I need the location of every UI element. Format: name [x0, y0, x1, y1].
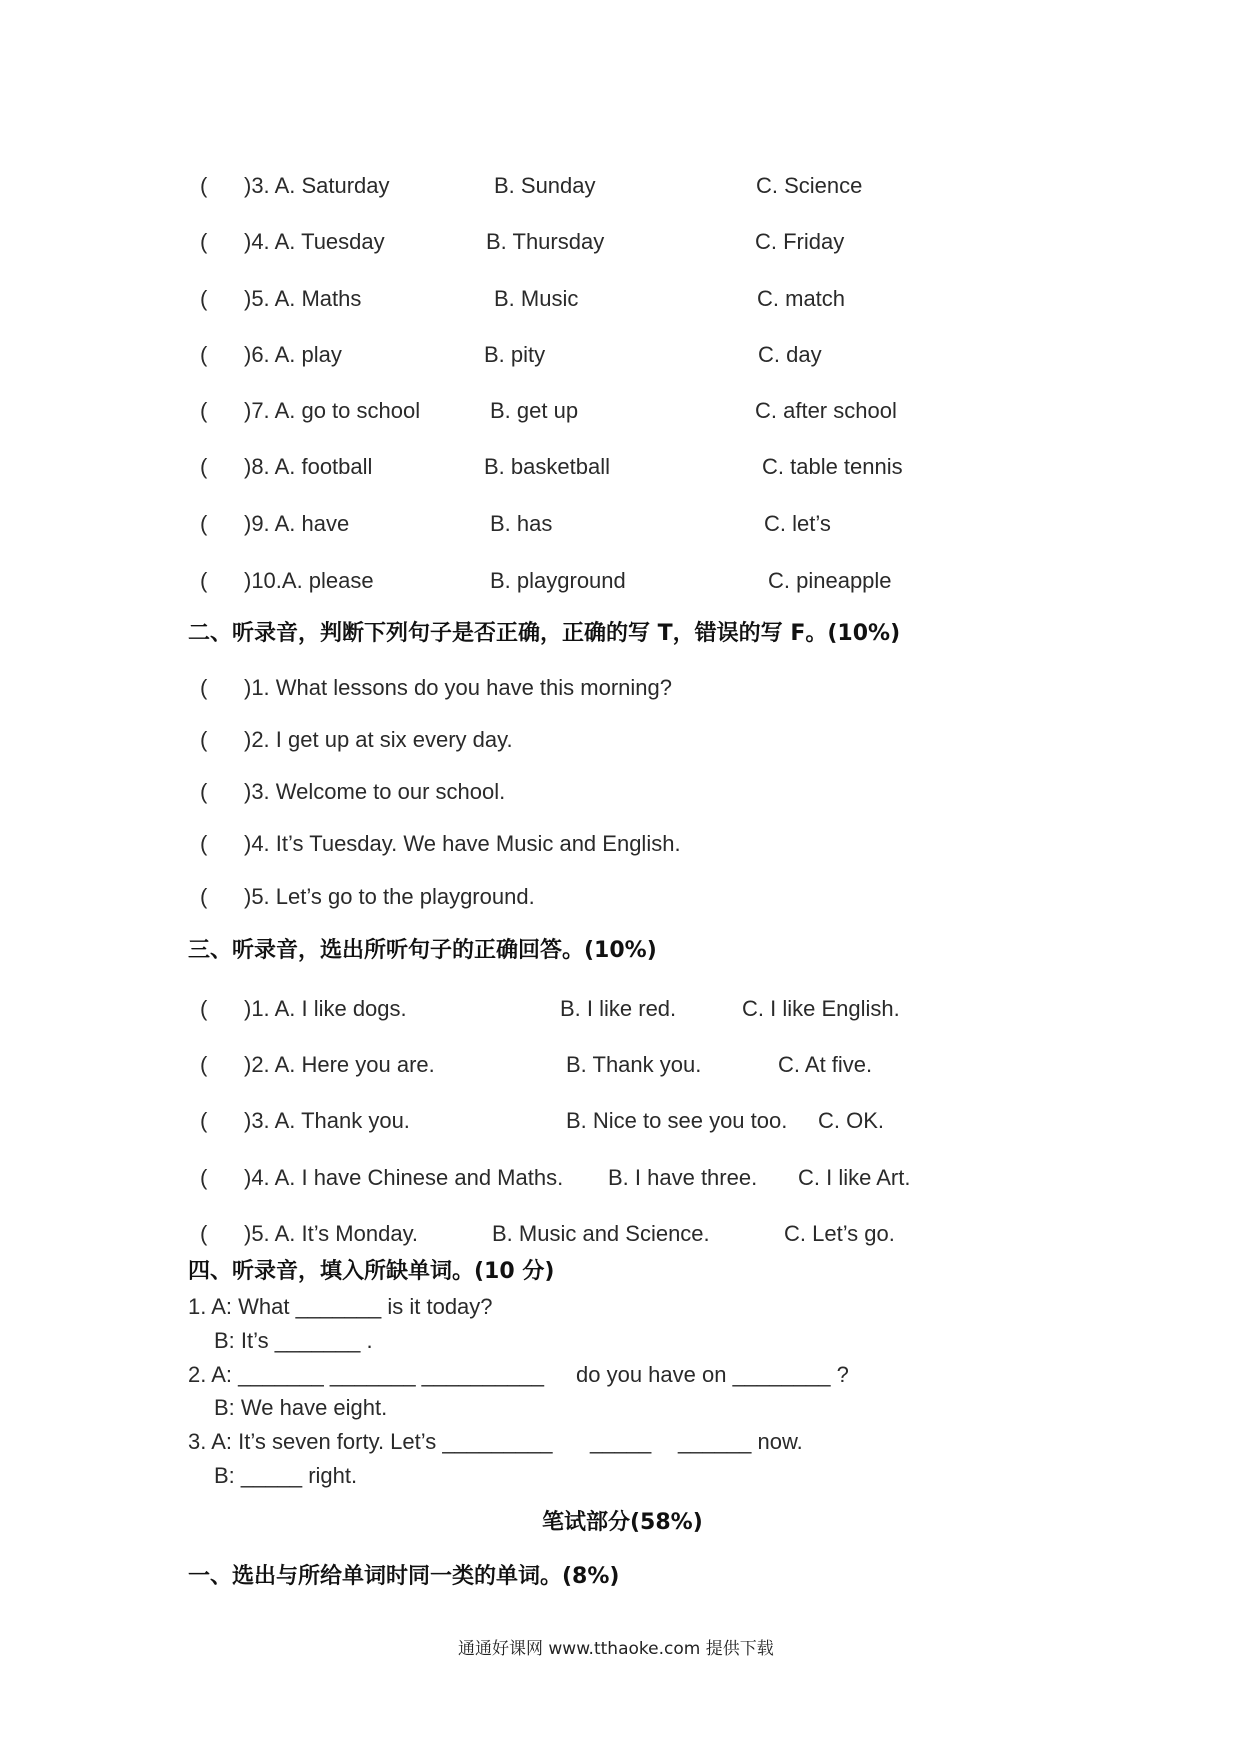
dialog-line: B: It’s _______ .	[214, 1328, 373, 1353]
option-b: B. I have three.	[608, 1165, 758, 1190]
answer-paren[interactable]: (	[200, 884, 208, 909]
option-c: C. OK.	[818, 1108, 885, 1133]
answer-paren[interactable]: (	[200, 229, 208, 254]
option-a: )8. A. football	[244, 454, 373, 479]
dialog-line: 1. A: What _______ is it today?	[188, 1294, 493, 1319]
answer-paren[interactable]: (	[200, 831, 208, 856]
section-heading: 一、选出与所给单词时同一类的单词。(8%)	[188, 1564, 620, 1589]
section-heading: 四、听录音，填入所缺单词。(10 分)	[188, 1259, 555, 1284]
section-heading: 三、听录音，选出所听句子的正确回答。(10%)	[188, 938, 657, 963]
option-b: B. Sunday	[494, 173, 596, 198]
page-footer: 通通好课网 www.tthaoke.com 提供下载	[458, 1639, 774, 1659]
option-b: B. get up	[490, 398, 579, 423]
option-a: )7. A. go to school	[244, 398, 421, 423]
option-c: C. after school	[755, 398, 897, 423]
option-a: )5. A. It’s Monday.	[244, 1221, 419, 1246]
option-a: )1. A. I like dogs.	[244, 996, 407, 1021]
answer-paren[interactable]: (	[200, 568, 208, 593]
answer-paren[interactable]: (	[200, 173, 208, 198]
answer-paren[interactable]: (	[200, 996, 208, 1021]
option-c: C. match	[757, 286, 846, 311]
dialog-line: do you have on ________ ?	[576, 1362, 849, 1387]
option-c: C. day	[758, 342, 822, 367]
option-c: C. I like English.	[742, 996, 900, 1021]
answer-paren[interactable]: (	[200, 342, 208, 367]
option-c: C. table tennis	[762, 454, 903, 479]
option-b: B. Music	[494, 286, 579, 311]
option-b: B. basketball	[484, 454, 610, 479]
option-c: C. Let’s go.	[784, 1221, 895, 1246]
dialog-line: 2. A: _______ _______ __________	[188, 1362, 545, 1387]
option-b: B. playground	[490, 568, 626, 593]
option-b: B. pity	[484, 342, 546, 367]
dialog-line: 3. A: It’s seven forty. Let’s _________	[188, 1429, 553, 1454]
option-b: B. Thank you.	[566, 1052, 702, 1077]
option-b: B. Music and Science.	[492, 1221, 710, 1246]
option-c: C. Friday	[755, 229, 845, 254]
option-b: B. I like red.	[560, 996, 677, 1021]
section-heading: 二、听录音，判断下列句子是否正确，正确的写 T，错误的写 F。(10%)	[188, 621, 901, 646]
answer-paren[interactable]: (	[200, 1052, 208, 1077]
option-a: )2. A. Here you are.	[244, 1052, 435, 1077]
answer-paren[interactable]: (	[200, 454, 208, 479]
written-title: 笔试部分(58%)	[542, 1510, 703, 1535]
option-c: C. At five.	[778, 1052, 873, 1077]
option-a: )5. A. Maths	[244, 286, 362, 311]
answer-paren[interactable]: (	[200, 1165, 208, 1190]
option-a: )4. A. Tuesday	[244, 229, 385, 254]
dialog-blank: _____	[590, 1429, 652, 1454]
option-a: )3. A. Thank you.	[244, 1108, 410, 1133]
sentence: )5. Let’s go to the playground.	[244, 884, 535, 909]
sentence: )2. I get up at six every day.	[244, 727, 513, 752]
answer-paren[interactable]: (	[200, 1221, 208, 1246]
option-b: B. Nice to see you too.	[566, 1108, 788, 1133]
option-c: C. pineapple	[768, 568, 892, 593]
answer-paren[interactable]: (	[200, 675, 208, 700]
option-b: B. Thursday	[486, 229, 605, 254]
option-a: )9. A. have	[244, 511, 350, 536]
sentence: )3. Welcome to our school.	[244, 779, 506, 804]
answer-paren[interactable]: (	[200, 511, 208, 536]
sentence: )4. It’s Tuesday. We have Music and English.	[244, 831, 681, 856]
option-c: C. I like Art.	[798, 1165, 911, 1190]
dialog-line: B: _____ right.	[214, 1463, 358, 1488]
sentence: )1. What lessons do you have this morning?	[244, 675, 673, 700]
option-a: )6. A. play	[244, 342, 342, 367]
answer-paren[interactable]: (	[200, 727, 208, 752]
answer-paren[interactable]: (	[200, 398, 208, 423]
dialog-line: B: We have eight.	[214, 1395, 388, 1420]
option-a: )3. A. Saturday	[244, 173, 390, 198]
dialog-line: ______ now.	[678, 1429, 803, 1454]
option-b: B. has	[490, 511, 553, 536]
option-a: )4. A. I have Chinese and Maths.	[244, 1165, 564, 1190]
option-c: C. Science	[756, 173, 863, 198]
option-a: )10.A. please	[244, 568, 374, 593]
answer-paren[interactable]: (	[200, 779, 208, 804]
option-c: C. let’s	[764, 511, 831, 536]
answer-paren[interactable]: (	[200, 1108, 208, 1133]
answer-paren[interactable]: (	[200, 286, 208, 311]
